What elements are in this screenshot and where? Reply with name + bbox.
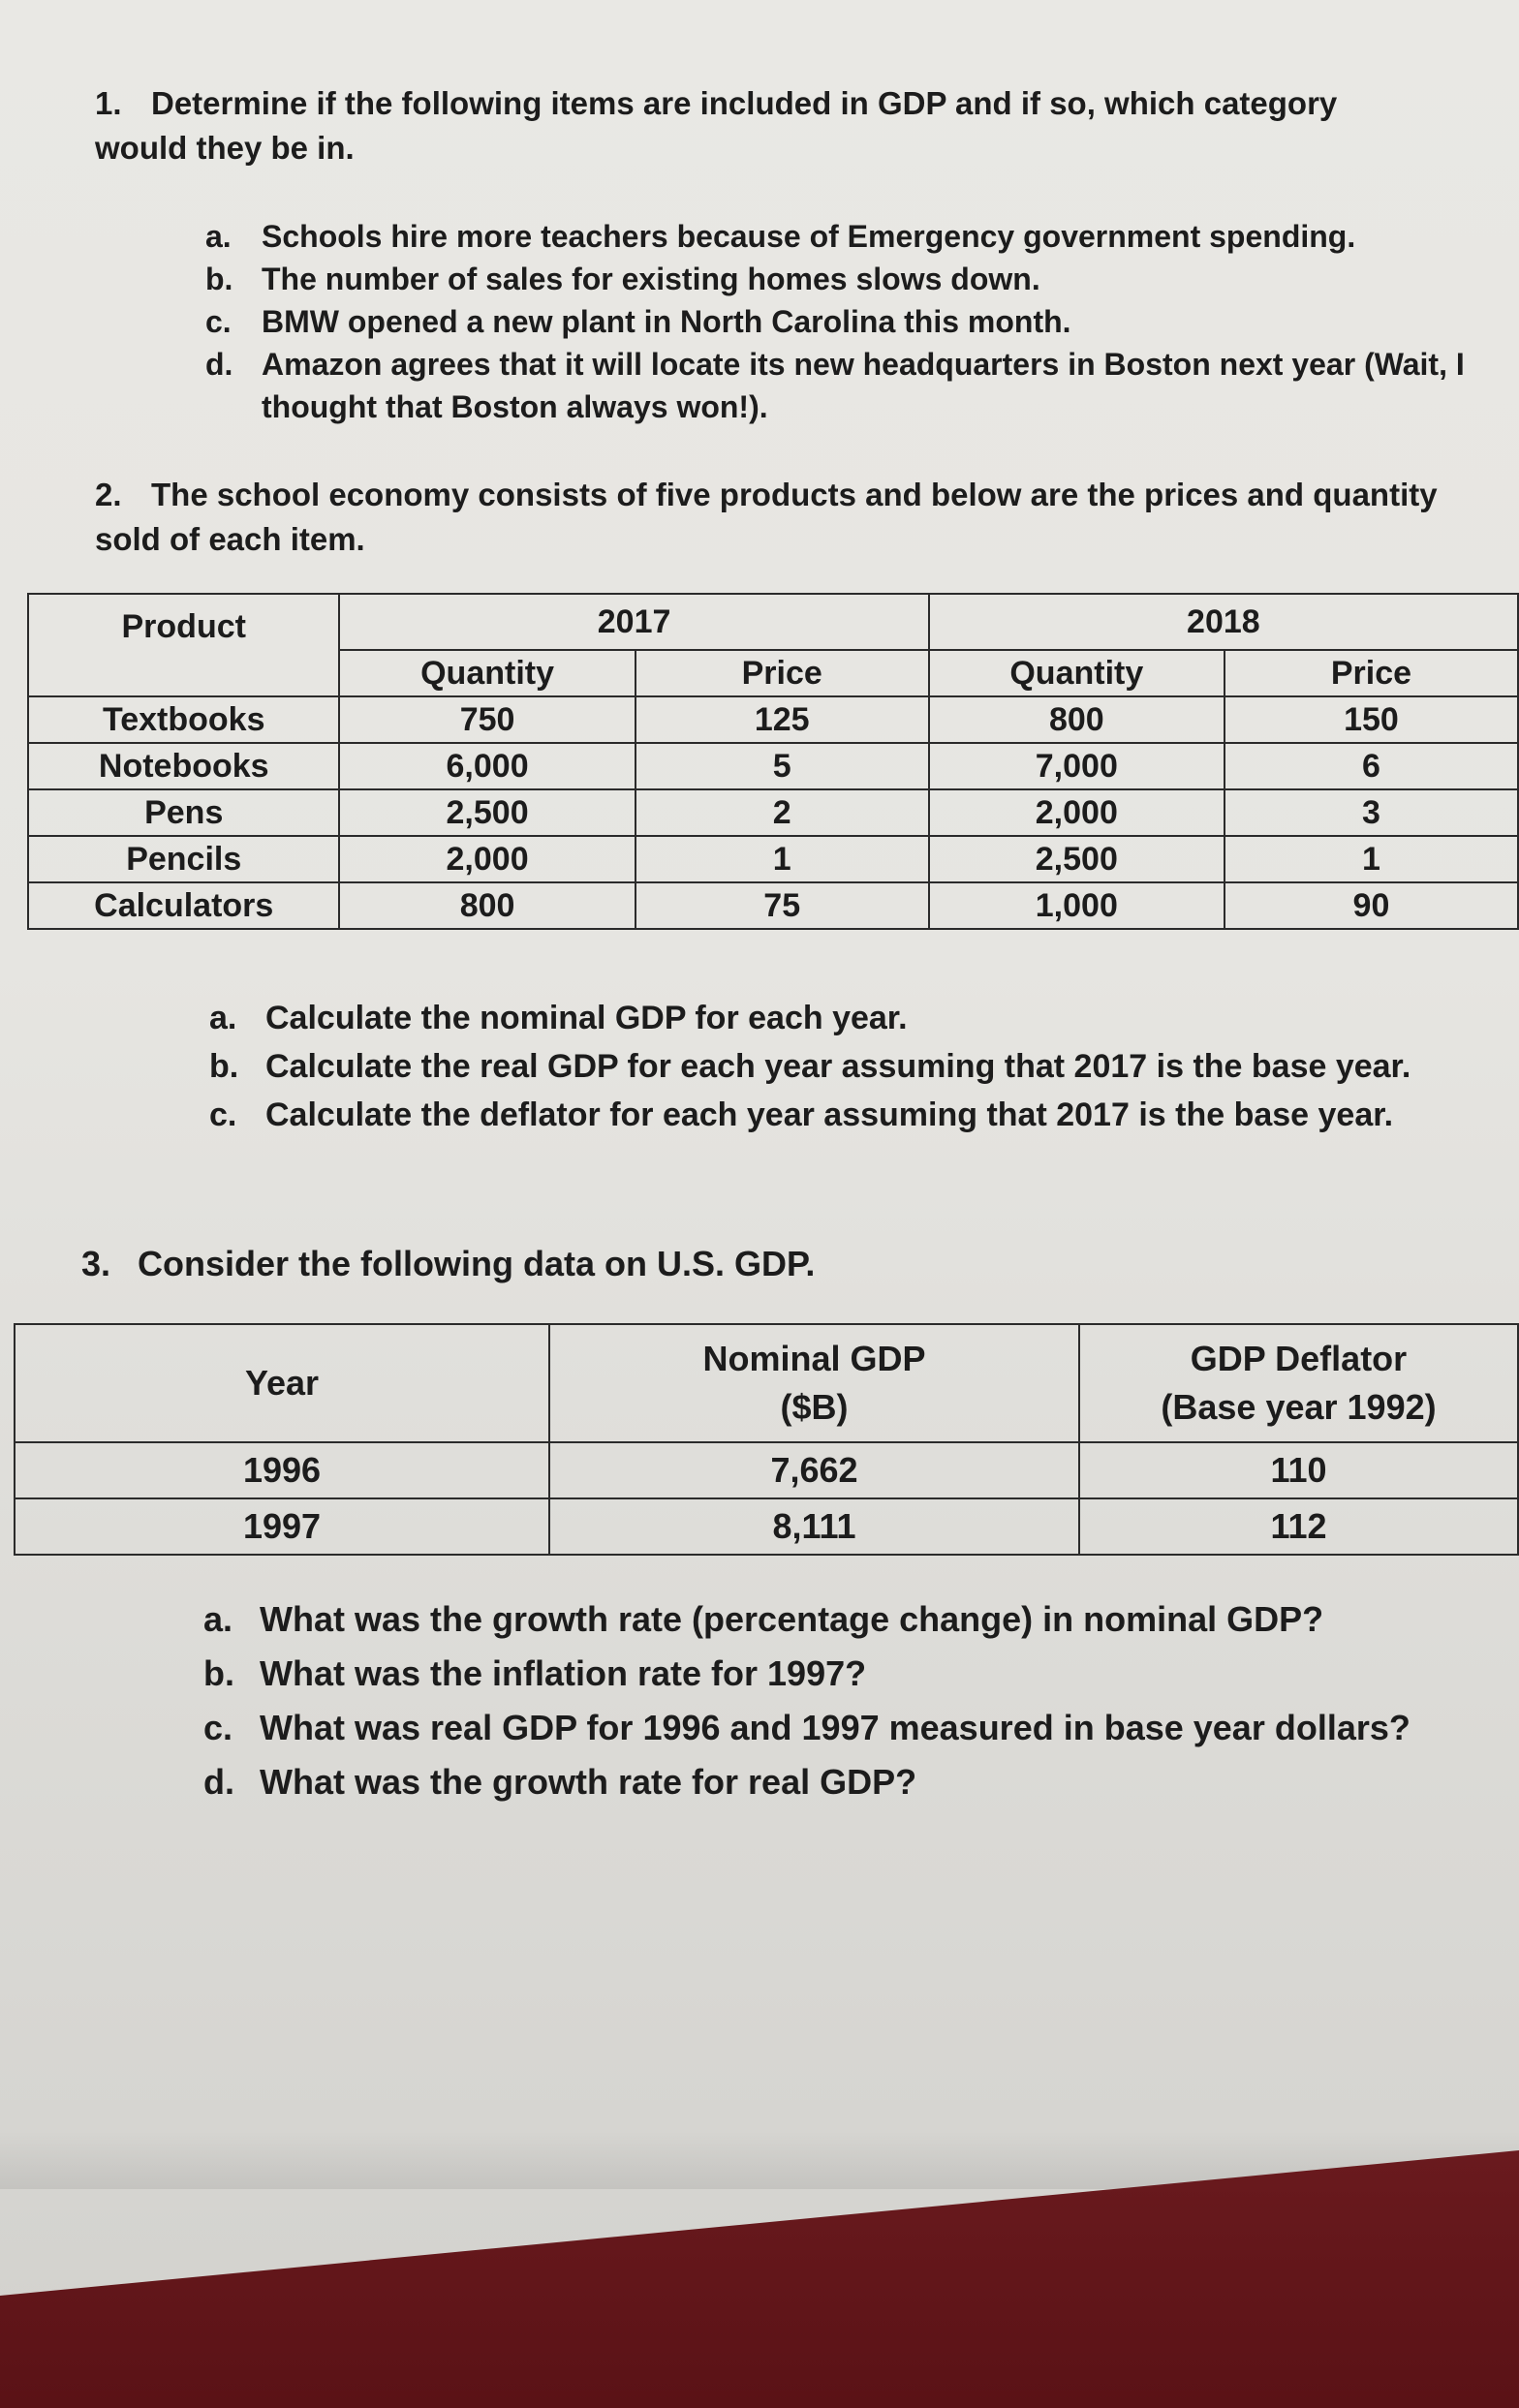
quantity-2017-cell: 750 bbox=[339, 696, 635, 743]
quantity-2018-cell: 800 bbox=[929, 696, 1224, 743]
quantity-2017-cell: 2,000 bbox=[339, 836, 635, 882]
quantity-2018-cell: 1,000 bbox=[929, 882, 1224, 929]
quantity-2018-cell: 7,000 bbox=[929, 743, 1224, 789]
item-text: BMW opened a new plant in North Carolina this month. bbox=[262, 304, 1071, 339]
gdp-deflator-cell: 110 bbox=[1079, 1442, 1518, 1498]
item-letter: c. bbox=[209, 1096, 237, 1133]
question-3-item-d bbox=[203, 1755, 1511, 1809]
table-row bbox=[15, 1442, 1518, 1498]
table-row bbox=[28, 696, 1518, 743]
quantity-2017-header: Quantity bbox=[339, 650, 635, 696]
item-text: The number of sales for existing homes slows down. bbox=[262, 262, 1040, 296]
gdp-deflator-cell: 112 bbox=[1079, 1498, 1518, 1555]
question-1-item-a bbox=[205, 215, 1504, 258]
question-3-items bbox=[203, 1592, 1511, 1809]
table-row bbox=[28, 836, 1518, 882]
product-cell: Pencils bbox=[28, 836, 339, 882]
item-text: Calculate the nominal GDP for each year. bbox=[265, 1000, 908, 1036]
nominal-gdp-cell: 7,662 bbox=[549, 1442, 1079, 1498]
product-cell: Pens bbox=[28, 789, 339, 836]
question-1-number: 1. bbox=[95, 85, 122, 121]
question-3-item-b bbox=[203, 1647, 1511, 1701]
quantity-2018-header: Quantity bbox=[929, 650, 1224, 696]
item-letter: a. bbox=[209, 1000, 237, 1036]
quantity-2018-cell: 2,000 bbox=[929, 789, 1224, 836]
item-letter: c. bbox=[205, 304, 232, 339]
question-3-item-a bbox=[203, 1592, 1511, 1647]
question-2-item-b bbox=[209, 1042, 1507, 1091]
price-2017-cell: 125 bbox=[636, 696, 929, 743]
us-gdp-table bbox=[14, 1323, 1519, 1556]
price-2017-cell: 75 bbox=[636, 882, 929, 929]
prices-quantity-table bbox=[27, 593, 1519, 930]
question-2-item-c bbox=[209, 1091, 1507, 1139]
question-1-item-c bbox=[205, 300, 1504, 343]
year-2018-header: 2018 bbox=[929, 594, 1518, 650]
price-2017-cell: 1 bbox=[636, 836, 929, 882]
item-letter: c. bbox=[203, 1708, 233, 1747]
price-2018-header: Price bbox=[1224, 650, 1518, 696]
question-3 bbox=[81, 1242, 1438, 1286]
table-row bbox=[28, 789, 1518, 836]
question-1-items bbox=[205, 215, 1504, 428]
year-cell: 1997 bbox=[15, 1498, 549, 1555]
price-2018-cell: 3 bbox=[1224, 789, 1518, 836]
price-2018-cell: 150 bbox=[1224, 696, 1518, 743]
year-cell: 1996 bbox=[15, 1442, 549, 1498]
question-1-text: Determine if the following items are included in GDP and if so, which category would they be in. bbox=[95, 85, 1338, 166]
table-row bbox=[28, 882, 1518, 929]
price-2017-cell: 2 bbox=[636, 789, 929, 836]
question-2 bbox=[95, 473, 1490, 562]
question-2-item-a bbox=[209, 994, 1507, 1042]
price-2018-cell: 6 bbox=[1224, 743, 1518, 789]
question-3-text: Consider the following data on U.S. GDP. bbox=[138, 1244, 816, 1283]
nominal-gdp-cell: 8,111 bbox=[549, 1498, 1079, 1555]
item-letter: b. bbox=[205, 262, 233, 296]
product-header: Product bbox=[28, 594, 339, 696]
table-row bbox=[28, 743, 1518, 789]
quantity-2018-cell: 2,500 bbox=[929, 836, 1224, 882]
price-2018-cell: 1 bbox=[1224, 836, 1518, 882]
question-3-number: 3. bbox=[81, 1244, 111, 1283]
price-2017-cell: 5 bbox=[636, 743, 929, 789]
question-1 bbox=[95, 81, 1412, 170]
question-3-item-c bbox=[203, 1701, 1511, 1755]
item-letter: d. bbox=[205, 347, 233, 382]
price-2018-cell: 90 bbox=[1224, 882, 1518, 929]
product-cell: Textbooks bbox=[28, 696, 339, 743]
table-row bbox=[15, 1498, 1518, 1555]
quantity-2017-cell: 800 bbox=[339, 882, 635, 929]
question-2-number: 2. bbox=[95, 477, 122, 512]
quantity-2017-cell: 6,000 bbox=[339, 743, 635, 789]
gdp-deflator-header-line2: (Base year 1992) bbox=[1161, 1387, 1437, 1427]
item-text: What was the growth rate (percentage change) in nominal GDP? bbox=[260, 1599, 1324, 1639]
year-header: Year bbox=[15, 1324, 549, 1442]
item-text: Schools hire more teachers because of Emergency government spending. bbox=[262, 219, 1356, 254]
price-2017-header: Price bbox=[636, 650, 929, 696]
nominal-gdp-header-line2: ($B) bbox=[780, 1387, 849, 1427]
question-2-items bbox=[209, 994, 1507, 1139]
gdp-deflator-header bbox=[1079, 1324, 1518, 1442]
question-1-item-b bbox=[205, 258, 1504, 300]
product-cell: Notebooks bbox=[28, 743, 339, 789]
product-cell: Calculators bbox=[28, 882, 339, 929]
item-text: What was real GDP for 1996 and 1997 measured in base year dollars? bbox=[260, 1708, 1410, 1747]
nominal-gdp-header bbox=[549, 1324, 1079, 1442]
question-2-text: The school economy consists of five products and below are the prices and quantity sold of each item. bbox=[95, 477, 1438, 557]
question-1-item-d bbox=[205, 343, 1504, 428]
item-text: Calculate the deflator for each year assuming that 2017 is the base year. bbox=[265, 1096, 1394, 1133]
item-text: What was the inflation rate for 1997? bbox=[260, 1653, 867, 1693]
item-letter: a. bbox=[203, 1599, 233, 1639]
item-text: Calculate the real GDP for each year assuming that 2017 is the base year. bbox=[265, 1048, 1411, 1085]
item-letter: b. bbox=[203, 1653, 234, 1693]
item-letter: b. bbox=[209, 1048, 239, 1085]
item-letter: d. bbox=[203, 1762, 234, 1802]
item-text: Amazon agrees that it will locate its new headquarters in Boston next year (Wait, I thought that Boston always won!). bbox=[262, 347, 1465, 424]
quantity-2017-cell: 2,500 bbox=[339, 789, 635, 836]
item-letter: a. bbox=[205, 219, 232, 254]
nominal-gdp-header-line1: Nominal GDP bbox=[702, 1339, 926, 1378]
year-2017-header: 2017 bbox=[339, 594, 928, 650]
gdp-deflator-header-line1: GDP Deflator bbox=[1190, 1339, 1408, 1378]
item-text: What was the growth rate for real GDP? bbox=[260, 1762, 917, 1802]
